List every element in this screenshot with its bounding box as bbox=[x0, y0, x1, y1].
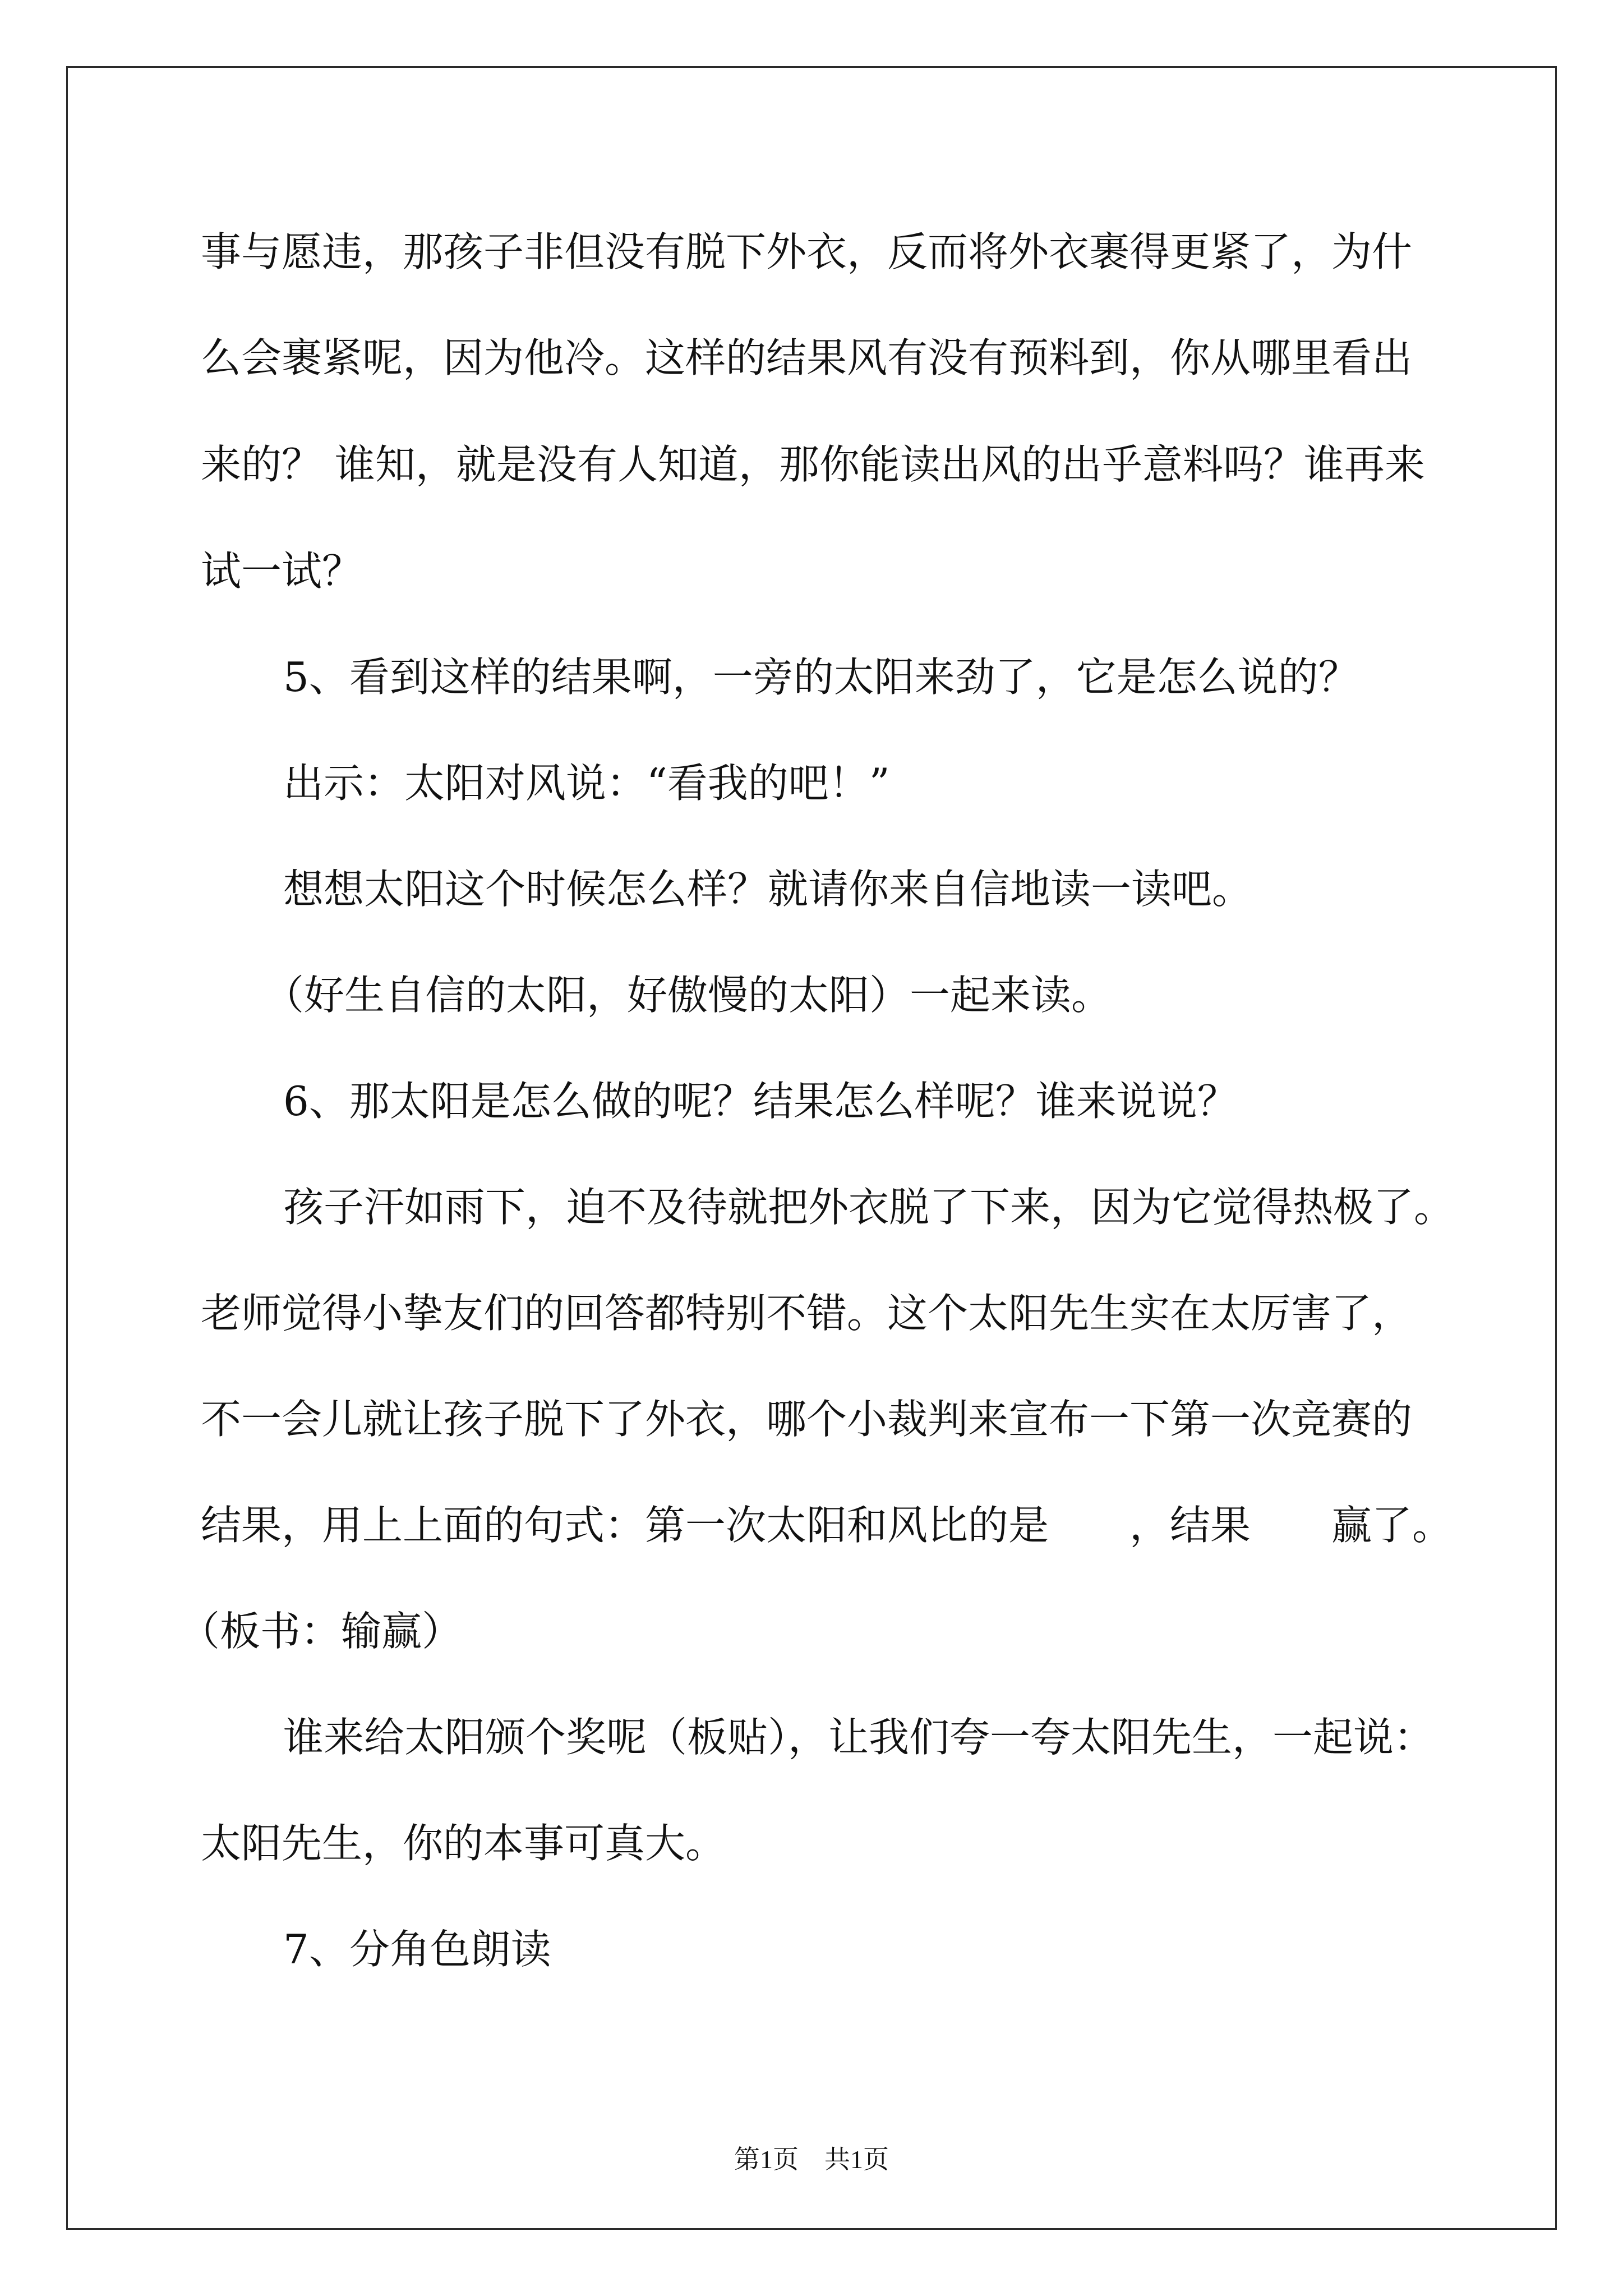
text-line: 出示：太阳对风说：“看我的吧！” bbox=[283, 760, 890, 807]
text-line: 结果，用上上面的句式：第一次太阳和风比的是 ，结果 赢了。 bbox=[201, 1502, 1453, 1549]
text-line: 事与愿违，那孩子非但没有脱下外衣，反而将外衣裹得更紧了，为什 bbox=[201, 228, 1413, 275]
text-line: 5、看到这样的结果啊，一旁的太阳来劲了，它是怎么说的？ bbox=[283, 654, 1359, 701]
text-line: 么会裹紧呢，因为他冷。这样的结果风有没有预料到，你从哪里看出 bbox=[201, 334, 1413, 381]
text-line: （好生自信的太阳，好傲慢的太阳）一起来读。 bbox=[264, 972, 1112, 1019]
text-line: 想想太阳这个时候怎么样？就请你来自信地读一读吧。 bbox=[283, 866, 1253, 913]
text-line: 试一试？ bbox=[201, 547, 363, 595]
text-line: （板书：输赢） bbox=[179, 1608, 463, 1655]
page-footer: 第1页 共1页 bbox=[734, 2145, 889, 2174]
text-line: 6、那太阳是怎么做的呢？结果怎么样呢？谁来说说？ bbox=[283, 1078, 1238, 1125]
text-line: 老师觉得小挚友们的回答都特别不错。这个太阳先生实在太厉害了， bbox=[201, 1290, 1413, 1337]
text-line: 7、分角色朗读 bbox=[283, 1926, 551, 1973]
text-line: 孩子汗如雨下，迫不及待就把外衣脱了下来，因为它觉得热极了。 bbox=[283, 1184, 1455, 1231]
text-line: 谁来给太阳颁个奖呢（板贴），让我们夸一夸太阳先生，一起说： bbox=[283, 1714, 1435, 1761]
text-line: 来的？ 谁知，就是没有人知道，那你能读出风的出乎意料吗？谁再来 bbox=[201, 441, 1425, 488]
text-line: 太阳先生，你的本事可真大。 bbox=[201, 1820, 726, 1867]
text-line: 不一会儿就让孩子脱下了外衣，哪个小裁判来宣布一下第一次竞赛的 bbox=[201, 1396, 1413, 1443]
